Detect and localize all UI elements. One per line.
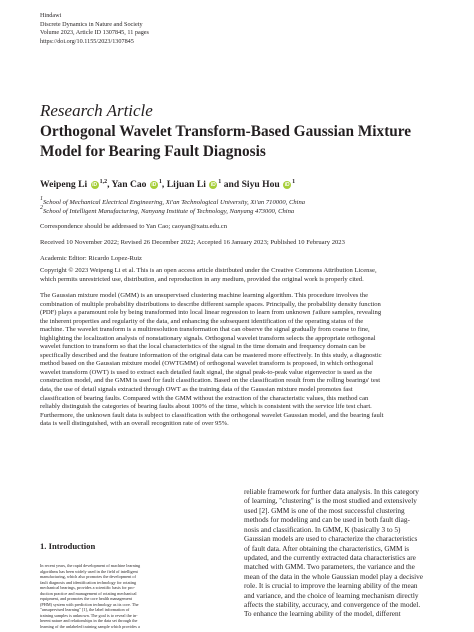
body-line: To enhance the learning ability of the model, different (244, 610, 401, 619)
affiliation-number: 2 (40, 205, 43, 211)
author-affiliation-number: 1,2 (99, 179, 108, 185)
orcid-icon[interactable]: iD (92, 181, 98, 188)
affiliation-item (40, 207, 305, 216)
publication-dates: Received 10 November 2022; Revised 26 December 2022; Accepted 16 January 2023; Published 10 February 2023 (40, 239, 345, 246)
correspondence: Correspondence should be addressed to Yan Cao; caoyan@xatu.edu.cn (40, 223, 227, 230)
doi-link[interactable]: https://doi.org/10.1155/2023/1307845 (40, 37, 134, 45)
article-type: Research Article (40, 101, 153, 120)
body-line: used [2]. GMM is one of the most successful clustering (244, 506, 405, 515)
abstract-line: data is well distinguished, with an overall recognition rate of over 95%. (40, 420, 229, 428)
abstract-line: reliably distinguish the categories of bearing faults about 100% of the time, which is consistent with the service life test chart. (40, 403, 372, 411)
author-affiliation-number: 1 (292, 179, 296, 185)
body-line: of fault data. After obtaining the characteristics, GMM is (244, 544, 410, 553)
title-line: Orthogonal Wavelet Transform-Based Gaussian Mixture (40, 123, 412, 140)
paper-title (40, 122, 440, 162)
body-line: reliable framework for further data analysis. In this category (244, 488, 419, 496)
abstract-line: highlighting the localization analysis of nonstationary signals. Orthogonal wavelet transform selects the appropriate orthogonal (40, 334, 376, 342)
author-and: and (223, 179, 240, 190)
abstract-line: specifically described and the feature information of the original data can be mastered more effectively. In this study, a diagnostic (40, 351, 382, 359)
author-affiliation-number: 1 (158, 179, 162, 185)
body-column-left (40, 563, 230, 629)
body-line: algorithms has been widely used in the field of intelligent (40, 568, 138, 574)
abstract-line: combination of multiple probability distributions to describe different sample spaces. Principally, the probability density function (40, 300, 381, 308)
author-name[interactable]: Lijuan Li (166, 179, 206, 190)
body-line: role. It is crucial to improve the learning ability of the mean (244, 582, 418, 591)
abstract-line: method based on the Gaussian mixture model (OWTGMM) of orthogonal wavelet transform is proposed, in which orthogonal (40, 360, 374, 368)
abstract-line: machine. The wavelet transform is a multiresolution transformation that can observe the signal gradually from coarse to fine, (40, 326, 370, 334)
affiliation-text: School of Intelligent Manufacturing, Nanyang Institute of Technology, Nanyang 473000, China (43, 208, 295, 215)
author-affiliation-number: 1 (218, 179, 222, 185)
body-line: mean of the data in the whole Gaussian model play a decisive (244, 572, 423, 581)
abstract-line: the inherent properties and regularity of the data, and enhancing the subsequent identification of the operating status of the (40, 317, 364, 325)
body-line: In recent years, the rapid development of machine learning (40, 563, 141, 568)
affiliation-text: School of Mechanical Electrical Engineering, Xi'an Technological University, Xi'an 710000, China (43, 199, 306, 206)
affiliation-number: 1 (40, 196, 43, 202)
abstract-line: Furthermore, the unknown fault data is subject to classification with the orthogonal wavelet Gaussian model, and the bearing fault (40, 411, 384, 419)
body-line: "unsupervised learning" [1], the label information of (40, 607, 130, 613)
separator: , (161, 179, 165, 190)
body-column-right (244, 488, 438, 620)
abstract-line: The Gaussian mixture model (GMM) is an unsupervised clustering machine learning algorithm. This procedure involves the (40, 292, 369, 299)
body-line: herent nature and relationships in the data set through the (40, 618, 138, 624)
body-line: equipment, and promotes the core health management (40, 596, 132, 602)
affiliations (40, 198, 305, 216)
copyright-line: which permits unrestricted use, distribution, and reproduction in any medium, provided the original work is properly cited. (40, 275, 364, 283)
orcid-icon[interactable]: iD (284, 181, 290, 188)
body-line: nosis and classification. In GMM, K (basically 3 to 5) (244, 525, 401, 534)
abstract-line: (PDF) plays a paramount role by being transformed into local linear regression to learn from unknown ƒailure samples, revealing (40, 309, 382, 317)
body-line: mechanical bearings, provides a scientific basis for pro- (40, 585, 135, 591)
body-line: learning of the unlabeled training sample which provides a (40, 623, 140, 629)
separator: , (107, 179, 110, 190)
journal-header (40, 12, 149, 46)
author-list (40, 179, 295, 190)
abstract-line: construction model, and the GMM is used for fault classification. Based on the classification result from the rolling bearings' test (40, 377, 381, 385)
copyright-line: Copyright © 2023 Weipeng Li et al. This is an open access article distributed under the Creative Commons Attribution License, (40, 267, 377, 274)
body-line: duction practice and management of rotating mechanical (40, 590, 137, 596)
section-heading: 1. Introduction (40, 541, 96, 551)
body-line: of learning, "clustering" is the most studied and extensively (244, 497, 417, 506)
abstract-line: wavelet transform (OWT) is used to extract each detailed fault signal, the signal peak-to-peak value eigenvector is used as the (40, 368, 373, 376)
body-line: manufacturing, which also promotes the development of (40, 574, 136, 580)
journal-name: Discrete Dynamics in Nature and Society (40, 20, 143, 28)
body-line: (PHM) system with prediction technology as its core. The (40, 601, 139, 607)
abstract-line: wavelet function to transform so that the local characteristics of the signal in the time domain and frequency domain can be (40, 343, 366, 351)
body-line: fault diagnosis and identification technology for rotating (40, 579, 137, 585)
body-line: training samples is unknown. The goal is to reveal the in- (40, 612, 138, 618)
body-line: matched with GMM. Two parameters, the variance and the (244, 563, 415, 572)
abstract-line: data, the use of detail signals extracted through OWT as the training data of the Gaussian mixture model promotes fast (40, 386, 353, 394)
orcid-icon[interactable]: iD (151, 181, 157, 188)
affiliation-item (40, 198, 305, 207)
body-line: methods for modeling and can be used in both fault diag- (244, 516, 410, 525)
title-line: Model for Bearing Fault Diagnosis (40, 143, 266, 160)
body-line: affects the stability, accuracy, and convergence of the model. (244, 601, 421, 610)
academic-editor: Academic Editor: Ricardo Lopez-Ruiz (40, 255, 142, 262)
orcid-icon[interactable]: iD (210, 181, 216, 188)
volume-info: Volume 2023, Article ID 1307845, 11 pages (40, 29, 149, 37)
copyright-notice (40, 267, 436, 284)
author-name[interactable]: Weipeng Li (40, 179, 88, 190)
abstract (40, 292, 436, 429)
body-line: updated, and the currently extracted data characteristics are (244, 553, 416, 562)
body-line: Gaussian models are used to characterize the characteristics (244, 535, 418, 544)
abstract-line: classification of bearing faults. Compared with the GMM without the extraction of the characteristic values, this method can (40, 394, 369, 402)
body-line: and variance, and the choice of learning mechanism directly (244, 591, 419, 600)
author-name[interactable]: Yan Cao (111, 179, 147, 190)
publisher-name: Hindawi (40, 12, 62, 19)
author-name[interactable]: Siyu Hou (241, 179, 280, 190)
